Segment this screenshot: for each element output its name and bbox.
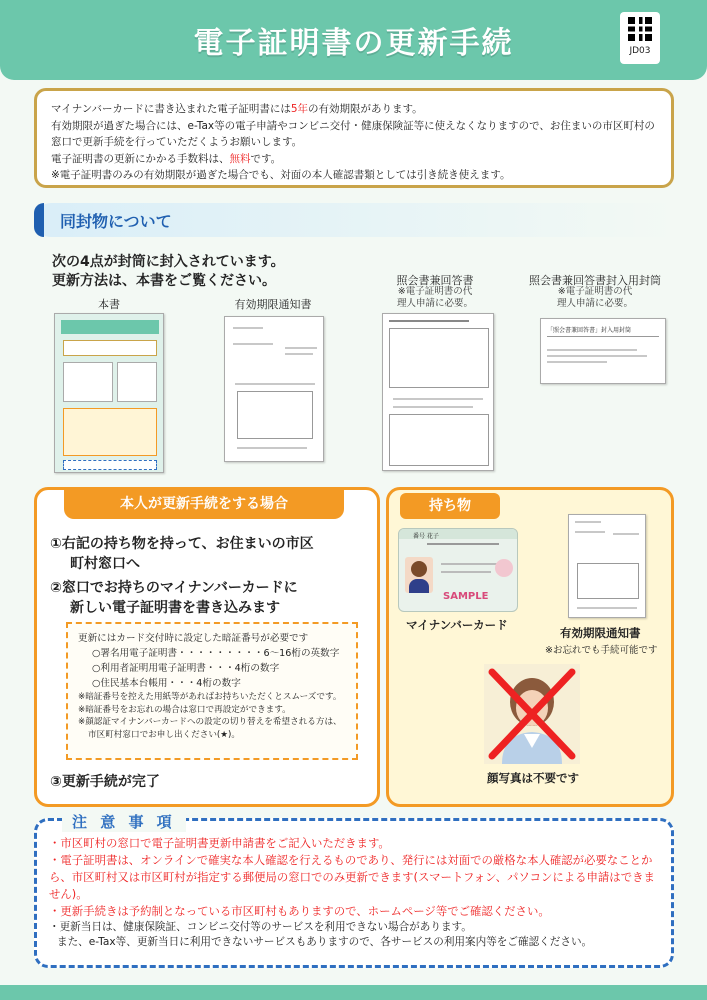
intro-line-1: マイナンバーカードに書き込まれた電子証明書には5年の有効期限があります。	[51, 103, 423, 115]
page-title: 電子証明書の更新手続	[193, 26, 514, 61]
card-label: マイナンバーカード	[406, 618, 508, 632]
step-3: ③更新手続が完了	[50, 774, 160, 790]
self-procedure-title: 本人が更新手続をする場合	[64, 489, 344, 519]
section-title-enclosure: 同封物について	[60, 212, 172, 231]
pin-note-3: ※顔認証マイナンバーカードへの設定の切り替えを希望される方は、	[78, 717, 342, 727]
fee-free: 無料	[229, 152, 251, 165]
validity-years: 5年	[290, 103, 309, 115]
doc-label-notice: 有効期限通知書	[234, 298, 312, 311]
no-photo-icon	[484, 664, 580, 764]
doc-label-envelope: 照会書兼回答書封入用封筒	[529, 274, 661, 287]
doc-thumb-main	[54, 313, 164, 473]
note-item-3: ・更新手続きは予約制となっている市区町村もありますので、ホームページ等でご確認ください。	[49, 904, 550, 918]
notice-note: ※お忘れでも手続可能です	[545, 645, 658, 656]
doc-sub-envelope: ※電子証明書の代理人申請に必要。	[556, 286, 633, 309]
card-photo	[405, 557, 433, 593]
pin-note-2: ※暗証番号をお忘れの場合は窓口で再設定ができます。	[78, 704, 291, 715]
mynumber-card-image: 番号 花子 SAMPLE	[398, 528, 518, 612]
section-marker	[34, 203, 44, 237]
qr-code-icon	[620, 12, 660, 64]
notice-thumb	[568, 514, 646, 618]
notes-box	[34, 818, 674, 968]
pin-lead: 更新にはカード交付時に設定した暗証番号が必要です	[78, 633, 309, 644]
footer-bar	[0, 985, 707, 1000]
step-2: ②窓口でお持ちのマイナンバーカードに 新しい電子証明書を書き込みます	[50, 580, 298, 616]
belongings-title: 持ち物	[400, 493, 500, 519]
pin-item-signature: ○署名用電子証明書・・・・・・・・・6〜16桁の英数字	[92, 648, 340, 659]
doc-label-main: 本書	[98, 298, 120, 311]
no-photo-label: 顔写真は不要です	[487, 771, 579, 785]
pin-requirement-box: 更新にはカード交付時に設定した暗証番号が必要です ○署名用電子証明書・・・・・・・・・6〜16桁の英数字 ○利用者証明用電子証明書・・・4桁の数字 ○住民基本台帳用・・・4桁の数字 ※暗証番号を控えた用紙等があればお持ちいただくとスムーズです。 ※暗証番号をお忘れの場合は窓口で再設定ができます。 ※顔認証マイナンバーカードへの設定の切り替えを希望される方は、 市区町村窓口でお申し出ください(★)。	[66, 622, 358, 760]
doc-sub-reply: ※電子証明書の代理人申請に必要。	[396, 286, 473, 309]
pin-note-1: ※暗証番号を控えた用紙等があればお持ちいただくとスムーズです。	[78, 692, 342, 702]
document-code: JD03	[629, 46, 651, 56]
step-1: ①右記の持ち物を持って、お住まいの市区 町村窓口へ	[50, 536, 314, 572]
note-item-2: ・電子証明書は、オンラインで確実な本人確認を行えるものであり、発行には対面での厳格な本人確認が必要なことから、市区町村又は市区町村が指定する郵便局の窓口でのみ更新できます(スマートフォン、パソコンによる申請はできません)。	[49, 853, 655, 901]
note-item-1: ・市区町村の窓口で電子証明書更新申請書をご記入いただきます。	[49, 836, 390, 850]
note-item-4: ・更新当日は、健康保険証、コンビニ交付等のサービスを利用できない場合があります。 また、e-Tax等、更新当日に利用できないサービスもありますので、各サービスの利用案内等をご確認ください。	[49, 921, 593, 948]
notice-label: 有効期限通知書	[560, 626, 641, 640]
enclosure-lead: 次の4点が封筒に封入されています。 更新方法は、本書をご覧ください。	[52, 254, 285, 289]
doc-thumb-envelope: 「照会書兼回答書」封入用封筒	[540, 318, 666, 384]
intro-line-3: 電子証明書の更新にかかる手数料は、無料です。	[51, 152, 282, 165]
intro-box	[34, 88, 674, 188]
doc-thumb-notice	[224, 316, 324, 462]
intro-line-4: ※電子証明書のみの有効期限が過ぎた場合でも、対面の本人確認書類としては引き続き使えます。	[51, 169, 511, 181]
pin-item-registry: ○住民基本台帳用・・・4桁の数字	[92, 678, 241, 689]
doc-label-reply: 照会書兼回答書	[396, 274, 474, 287]
doc-thumb-reply	[382, 313, 494, 471]
notes-title: 注 意 事 項	[62, 811, 186, 832]
pin-item-user: ○利用者証明用電子証明書・・・4桁の数字	[92, 663, 280, 674]
intro-line-2: 有効期限が過ぎた場合には、e-Tax等の電子申請やコンビニ交付・健康保険証等に使えなくなりますので、お住まいの市区町村の窓口で更新手続を行っていただくようお願いします。	[51, 119, 655, 148]
